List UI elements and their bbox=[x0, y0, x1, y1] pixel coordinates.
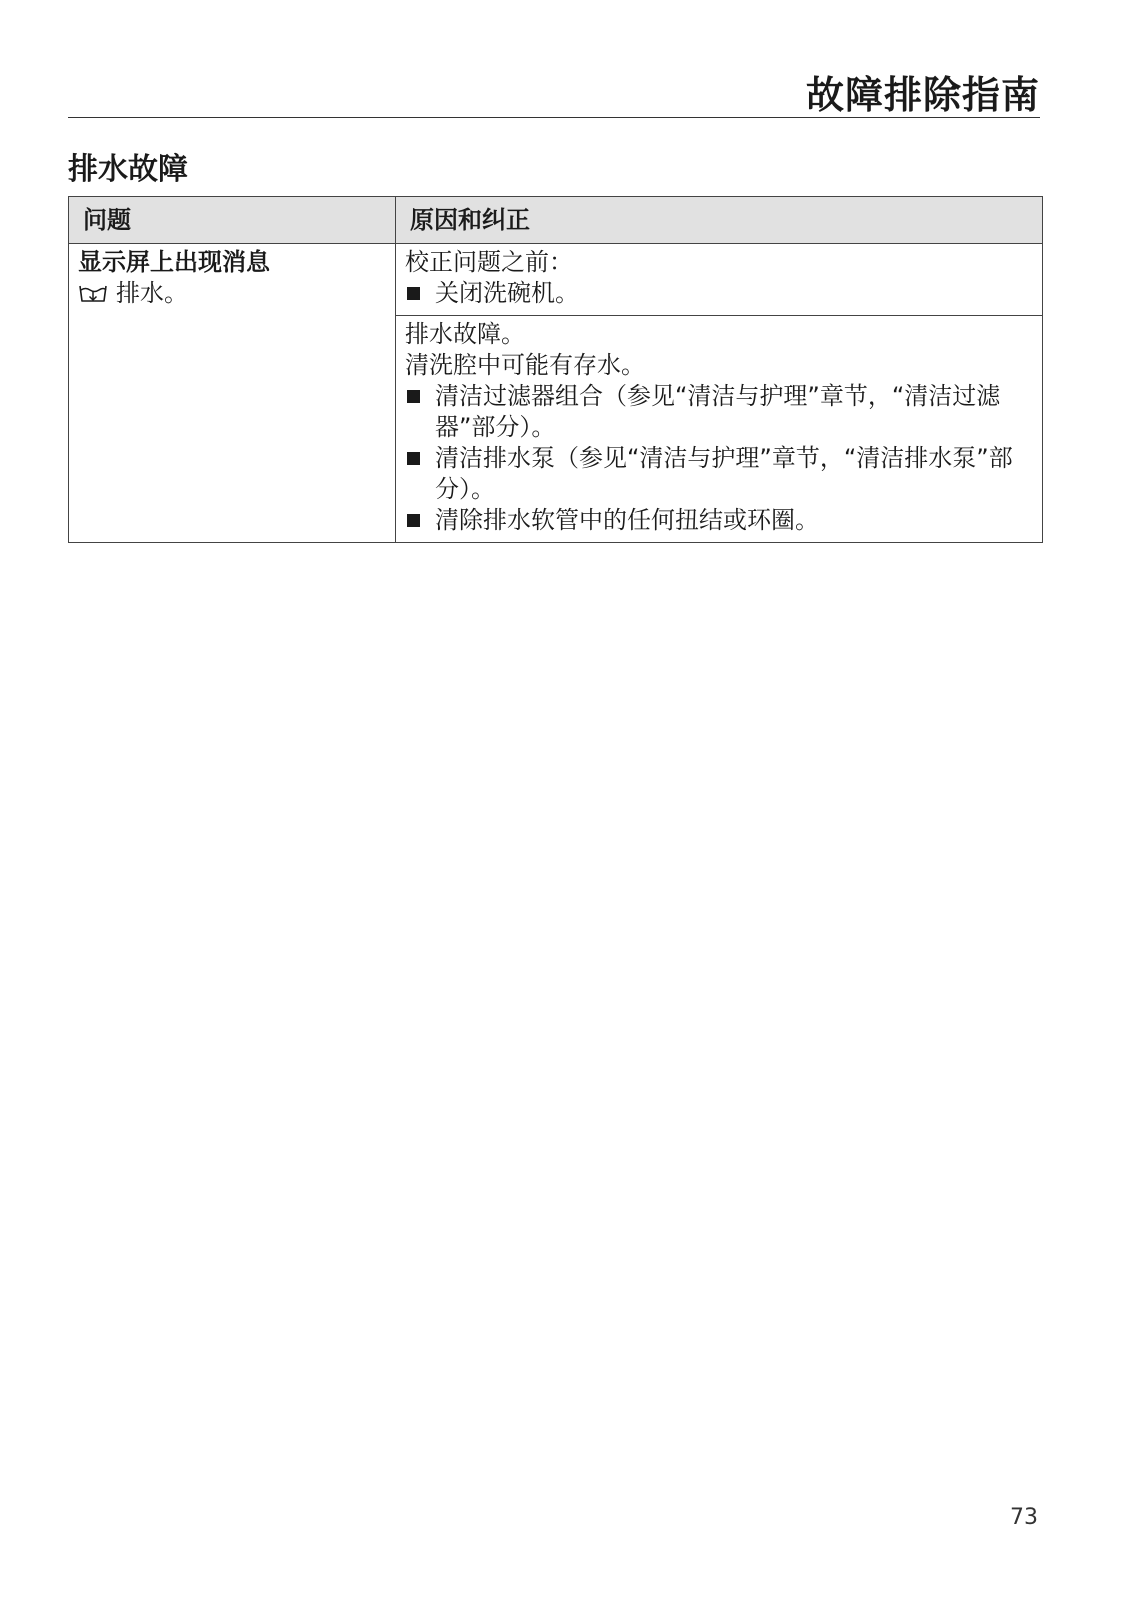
list-item bbox=[405, 505, 1030, 536]
list-item bbox=[405, 381, 1030, 443]
chapter-title: 故障排除指南 bbox=[805, 73, 1040, 117]
section-title: 排水故障 bbox=[68, 152, 188, 187]
square-bullet-icon bbox=[407, 390, 420, 403]
remedy-step-text: 清洁过滤器组合（参见“清洁与护理”章节，“清洁过滤器”部分）。 bbox=[435, 382, 1001, 441]
page-number: 73 bbox=[1010, 1505, 1038, 1530]
square-bullet-icon bbox=[407, 287, 420, 300]
list-item bbox=[405, 443, 1030, 505]
problem-title: 显示屏上出现消息 bbox=[78, 248, 270, 276]
column-header-cause-remedy: 原因和纠正 bbox=[396, 197, 1043, 244]
list-item bbox=[405, 278, 1030, 309]
troubleshooting-table bbox=[68, 196, 1043, 543]
square-bullet-icon bbox=[407, 452, 420, 465]
remedy-list bbox=[405, 278, 1030, 309]
remedy-list bbox=[405, 381, 1030, 536]
display-message bbox=[78, 278, 383, 309]
cause-line: 清洗腔中可能有存水。 bbox=[405, 351, 645, 379]
remedy-step-text: 清洁排水泵（参见“清洁与护理”章节，“清洁排水泵”部分）。 bbox=[435, 444, 1013, 503]
cause-cell-drain-fault bbox=[396, 316, 1043, 543]
square-bullet-icon bbox=[407, 514, 420, 527]
cause-line: 校正问题之前： bbox=[405, 248, 573, 276]
cause-line: 排水故障。 bbox=[405, 320, 525, 348]
table-header-row bbox=[69, 197, 1043, 244]
column-header-problem: 问题 bbox=[69, 197, 396, 244]
table-row bbox=[69, 244, 1043, 316]
problem-cell bbox=[69, 244, 396, 543]
header-divider bbox=[68, 117, 1040, 118]
remedy-step-text: 清除排水软管中的任何扭结或环圈。 bbox=[435, 506, 819, 534]
drain-icon bbox=[78, 283, 108, 305]
cause-cell-preparation bbox=[396, 244, 1043, 316]
display-message-text: 排水。 bbox=[116, 279, 188, 307]
remedy-step-text: 关闭洗碗机。 bbox=[435, 279, 579, 307]
